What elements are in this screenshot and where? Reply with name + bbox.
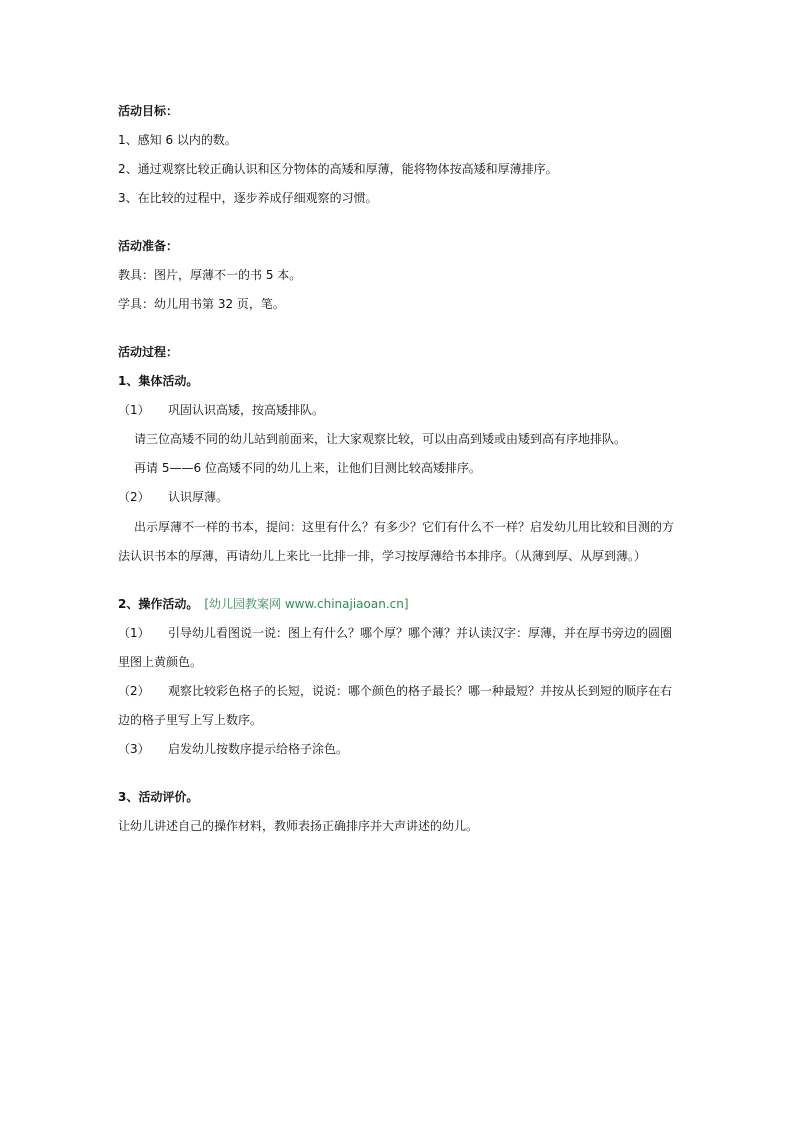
section3-title: 3、活动评价。	[118, 790, 199, 804]
section1-title: 1、集体活动。	[118, 374, 199, 388]
section1-sub2-number: （2）	[118, 490, 150, 504]
section2-sub1-number: （1）	[118, 626, 150, 640]
section2-sub3-number: （3）	[118, 742, 150, 756]
prep-item-teacher: 教具：图片，厚薄不一的书 5 本。	[118, 268, 302, 282]
section1-sub2	[118, 489, 228, 505]
section1-paragraph-1: 请三位高矮不同的幼儿站到前面来，让大家观察比较，可以由高到矮或由矮到高有序地排队。	[134, 432, 627, 446]
section2-sub1	[118, 625, 672, 641]
section2-sub2-number: （2）	[118, 684, 150, 698]
section1-sub2-text: 认识厚薄。	[168, 490, 229, 504]
section2-sub3-text: 启发幼儿按数序提示给格子涂色。	[168, 742, 349, 756]
goal-item-1: 1、感知 6 以内的数。	[118, 133, 237, 147]
goal-item-3: 3、在比较的过程中，逐步养成仔细观察的习惯。	[118, 191, 378, 205]
section3-text: 让幼儿讲述自己的操作材料，教师表扬正确排序并大声讲述的幼儿。	[118, 819, 479, 833]
section1-paragraph-2: 再请 5——6 位高矮不同的幼儿上来，让他们目测比较高矮排序。	[134, 461, 481, 475]
section2-sub1-line-2: 里图上黄颜色。	[118, 655, 203, 669]
goals-heading: 活动目标：	[118, 104, 179, 118]
section2-sub3	[118, 741, 348, 757]
prep-item-student: 学具：幼儿用书第 32 页，笔。	[118, 297, 285, 311]
section1-sub1-text: 巩固认识高矮，按高矮排队。	[168, 403, 325, 417]
section1-sub1	[118, 402, 324, 418]
section2-sub2	[118, 683, 672, 699]
section2-title-row	[118, 596, 409, 612]
section2-sub1-line-1: 引导幼儿看图说一说：图上有什么？哪个厚？哪个薄？并认读汉字：厚薄，并在厚书旁边的圆圈	[168, 626, 673, 640]
source-link[interactable]: [幼儿园教案网 www.chinajiaoan.cn]	[204, 597, 409, 611]
section2-sub2-line-2: 边的格子里写上写上数序。	[118, 713, 263, 727]
prep-heading: 活动准备：	[118, 239, 179, 253]
goal-item-2: 2、通过观察比较正确认识和区分物体的高矮和厚薄，能将物体按高矮和厚薄排序。	[118, 162, 558, 176]
section1-paragraph-3-line-2: 法认识书本的厚薄，再请幼儿上来比一比排一排，学习按厚薄给书本排序。（从薄到厚、从厚到薄。）	[118, 549, 647, 563]
section2-sub2-line-1: 观察比较彩色格子的长短，说说：哪个颜色的格子最长？哪一种最短？并按从长到短的顺序在右	[168, 684, 673, 698]
section2-title: 2、操作活动。	[118, 597, 199, 611]
section1-sub1-number: （1）	[118, 403, 150, 417]
process-heading: 活动过程：	[118, 345, 179, 359]
section1-paragraph-3-line-1: 出示厚薄不一样的书本，提问：这里有什么？有多少？它们有什么不一样？启发幼儿用比较和目测的方	[134, 520, 675, 534]
